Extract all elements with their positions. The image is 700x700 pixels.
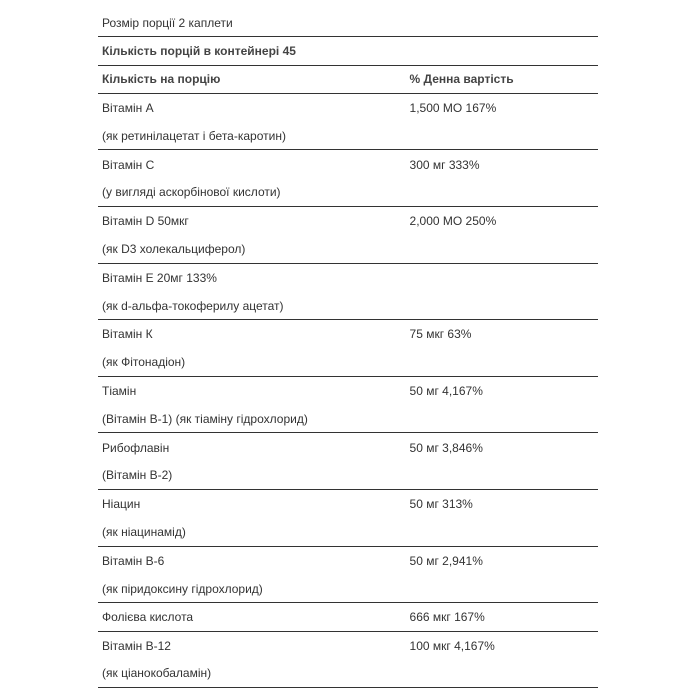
nutrient-note: (як Фітонадіон): [102, 355, 186, 370]
nutrient-note-row: [98, 575, 598, 603]
nutrient-name: Вітамін А: [102, 101, 154, 116]
nutrient-note-row: [98, 518, 598, 546]
nutrient-row: [98, 94, 598, 122]
servings-per-container-row: [98, 37, 598, 65]
table-header-row: [98, 66, 598, 94]
nutrient-amount: 666 мкг 167%: [409, 609, 485, 624]
nutrient-amount: 50 мг 3,846%: [409, 440, 483, 455]
nutrient-name: Рибофлавін: [102, 440, 170, 455]
nutrient-note-row: [98, 349, 598, 377]
nutrient-note: (як ніацинамід): [102, 524, 186, 539]
nutrient-note: (Вітамін В-2): [102, 468, 173, 483]
nutrient-note: (як d-альфа-токоферилу ацетат): [102, 298, 284, 313]
nutrient-note-row: [98, 660, 598, 688]
nutrient-name: Вітамін К: [102, 327, 153, 342]
daily-value-header: % Денна вартість: [409, 72, 514, 87]
nutrient-name: Вітамін В-12: [102, 638, 171, 653]
serving-size: Розмір порції 2 каплети: [102, 15, 233, 30]
nutrient-note-row: [98, 462, 598, 490]
nutrient-row: [98, 547, 598, 575]
nutrient-name: Вітамін С: [102, 157, 155, 172]
nutrient-note: (як ціанокобаламін): [102, 666, 212, 681]
nutrient-name: Вітамін Е 20мг 133%: [102, 270, 217, 285]
nutrient-row: [98, 632, 598, 660]
nutrient-row: [98, 377, 598, 405]
nutrient-note: (як піридоксину гідрохлорид): [102, 581, 263, 596]
nutrient-amount: 300 мг 333%: [409, 157, 480, 172]
nutrient-row: [98, 264, 598, 292]
nutrient-note-row: [98, 179, 598, 207]
nutrient-note-row: [98, 235, 598, 263]
nutrient-name: Вітамін В-6: [102, 553, 165, 568]
nutrient-note: (як D3 холекальциферол): [102, 242, 246, 257]
nutrient-note: (Вітамін В-1) (як тіаміну гідрохлорид): [102, 411, 308, 426]
nutrient-row: [98, 320, 598, 348]
serving-size-row: [98, 9, 598, 37]
nutrient-amount: 1,500 МО 167%: [409, 101, 497, 116]
nutrient-row: [98, 603, 598, 631]
nutrient-amount: 2,000 МО 250%: [409, 214, 497, 229]
servings-per-container: Кількість порцій в контейнері 45: [102, 43, 296, 58]
nutrient-rows: [98, 94, 598, 688]
amount-per-serving-header: Кількість на порцію: [102, 72, 221, 87]
nutrient-row: [98, 150, 598, 178]
nutrient-note: (як ретинілацетат і бета-каротин): [102, 128, 286, 143]
nutrient-name: Ніацин: [102, 497, 141, 512]
nutrient-note-row: [98, 405, 598, 433]
nutrient-name: Вітамін D 50мкг: [102, 214, 189, 229]
nutrient-row: [98, 490, 598, 518]
nutrient-amount: 50 мг 4,167%: [409, 384, 483, 398]
nutrient-note: (у вигляді аскорбінової кислоти): [102, 185, 281, 200]
nutrient-amount: 50 мг 2,941%: [409, 553, 483, 568]
nutrient-name: Фолієва кислота: [102, 609, 194, 624]
nutrient-amount: 100 мкг 4,167%: [409, 638, 495, 653]
supplement-facts-table: [98, 9, 598, 688]
nutrient-note-row: [98, 122, 598, 150]
nutrient-note-row: [98, 292, 598, 320]
nutrient-amount: 50 мг 313%: [409, 497, 473, 512]
nutrient-name: Тіамін: [102, 384, 137, 398]
nutrient-row: [98, 433, 598, 461]
nutrient-row: [98, 207, 598, 235]
nutrient-amount: 75 мкг 63%: [409, 327, 472, 342]
